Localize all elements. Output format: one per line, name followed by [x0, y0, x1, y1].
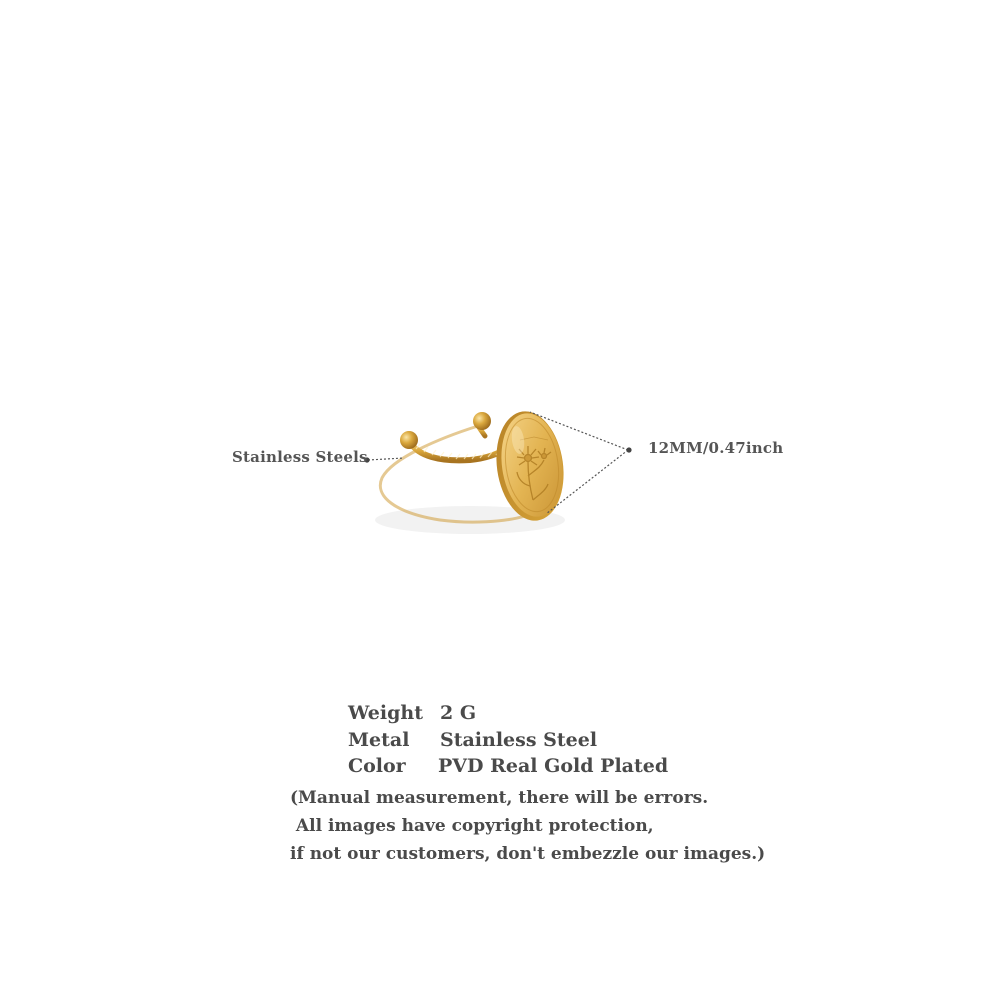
ring-ball-end-right [473, 412, 491, 430]
spec-value-metal: Stainless Steel [440, 728, 598, 751]
note-line: All images have copyright protection, [290, 816, 654, 836]
spec-value-weight: 2 G [440, 702, 477, 724]
material-callout-label: Stainless Steels [232, 448, 368, 466]
size-callout-dot [626, 447, 631, 452]
spec-key-metal: Metal [348, 728, 410, 751]
spec-key-weight: Weight [348, 702, 423, 724]
note-line: (Manual measurement, there will be errors. [290, 788, 709, 808]
size-callout-label: 12MM/0.47inch [648, 439, 784, 457]
ring-ball-end-left [400, 431, 418, 449]
spec-value-color: PVD Real Gold Plated [438, 755, 669, 777]
spec-key-color: Color [348, 755, 406, 777]
disclaimer-notes [290, 786, 765, 870]
note-line: if not our customers, don't embezzle our images.) [290, 844, 766, 864]
